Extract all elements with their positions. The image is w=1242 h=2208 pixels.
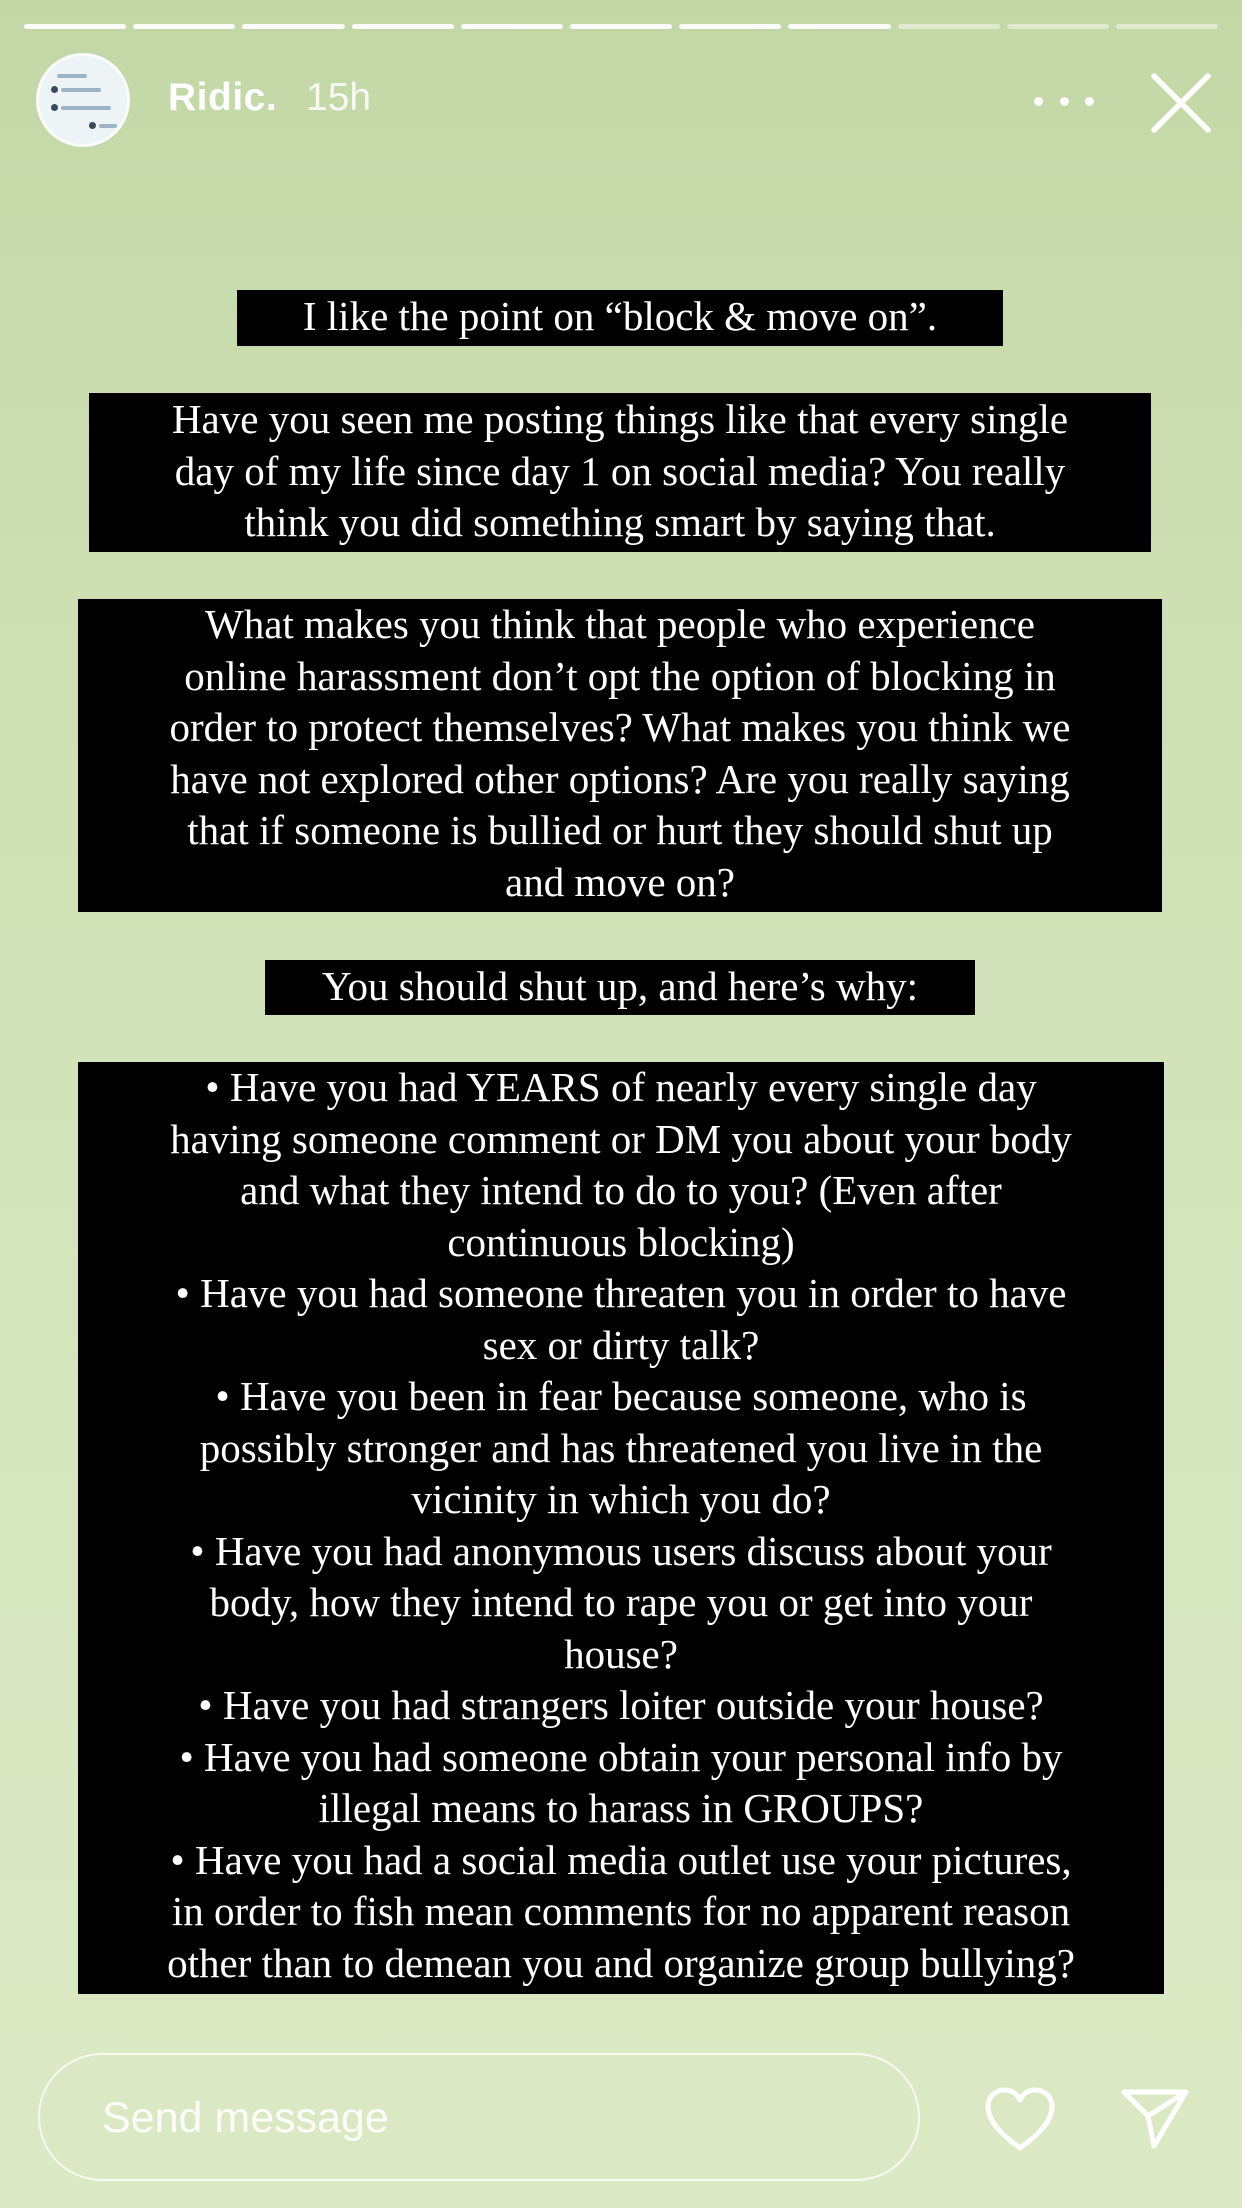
username[interactable]: Ridic.	[168, 76, 278, 119]
avatar[interactable]	[36, 53, 130, 147]
progress-segment	[352, 24, 454, 29]
close-icon[interactable]	[1150, 72, 1212, 134]
story-text-block: I like the point on “block & move on”.	[237, 290, 1003, 346]
story-text-block: You should shut up, and here’s why:	[265, 960, 975, 1015]
send-message-field[interactable]	[38, 2053, 920, 2181]
progress-segment	[1116, 24, 1218, 29]
progress-segment	[679, 24, 781, 29]
avatar-thumbnail-dot	[89, 122, 96, 129]
story-text-block: Have you seen me posting things like that every single day of my life since day 1 on social media? You really think you did something smart by saying that.	[89, 393, 1151, 552]
avatar-thumbnail-line	[61, 106, 111, 110]
story-progress	[24, 24, 1218, 29]
story-text-block: • Have you had YEARS of nearly every single day having someone comment or DM you about your body and what they intend to do to you? (Even after continuous blocking) • Have you had someone threaten you in order to have sex or dirty talk? • Have you been in fear because someone, who is possibly stronger and has threatened you live in the vicinity in which you do? • Have you had anonymous users discuss about your body, how they intend to rape you or get into your house? • Have you had strangers loiter outside your house? • Have you had someone obtain your personal info by illegal means to harass in GROUPS? • Have you had a social media outlet use your pictures, in order to fish mean comments for no apparent reason other than to demean you and organize group bullying?	[78, 1062, 1164, 1994]
story-text-block: What makes you think that people who experience online harassment don’t opt the option of blocking in order to protect themselves? What makes you think we have not explored other options? Are you really saying that if someone is bullied or hurt they should shut up and move on?	[78, 599, 1162, 912]
progress-segment	[898, 24, 1000, 29]
progress-segment	[570, 24, 672, 29]
progress-segment	[788, 24, 890, 29]
avatar-thumbnail-dot	[51, 104, 58, 111]
avatar-thumbnail-line	[57, 74, 87, 78]
progress-segment	[242, 24, 344, 29]
avatar-thumbnail-line	[61, 88, 101, 92]
avatar-thumbnail-line	[99, 124, 117, 128]
message-input[interactable]	[100, 2055, 884, 2181]
progress-segment	[461, 24, 563, 29]
progress-segment	[133, 24, 235, 29]
post-time: 15h	[306, 76, 372, 119]
progress-segment	[1007, 24, 1109, 29]
send-icon[interactable]	[1120, 2086, 1190, 2150]
more-dots-icon[interactable]	[1034, 76, 1094, 126]
avatar-thumbnail-dot	[51, 86, 58, 93]
heart-icon[interactable]	[984, 2086, 1056, 2152]
progress-segment	[24, 24, 126, 29]
